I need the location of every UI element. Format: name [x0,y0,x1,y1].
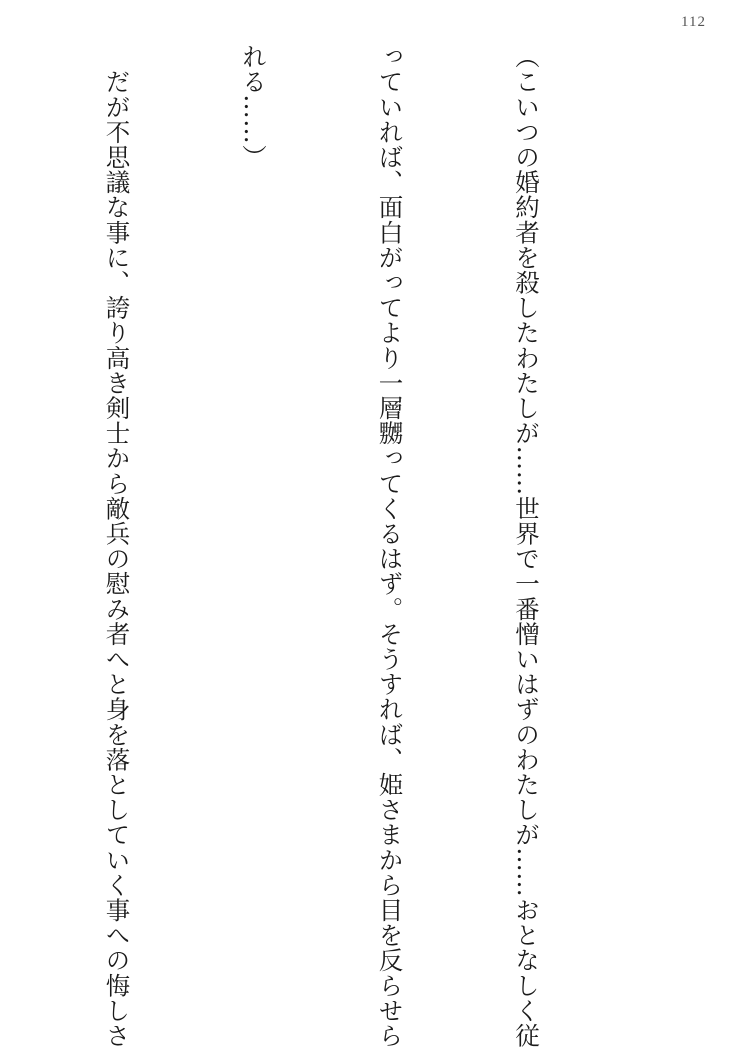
page-number: 112 [681,14,706,30]
text-line: だが不思議な事に、誇り高き剣士から敵兵の慰み者へと身を落としていく事への悔しさ [102,44,132,1048]
text-line: っていれば、面白がってより一層嬲ってくるはず。そうすれば、姫さまから目を反らせら [375,44,405,1048]
text-line: （こいつの婚約者を殺したわたしが……世界で一番憎いはずのわたしが……おとなしく従 [512,44,541,1048]
text-line [0,44,3,1024]
text-line: れる……） [239,44,268,170]
vertical-body-text [30,44,640,1048]
